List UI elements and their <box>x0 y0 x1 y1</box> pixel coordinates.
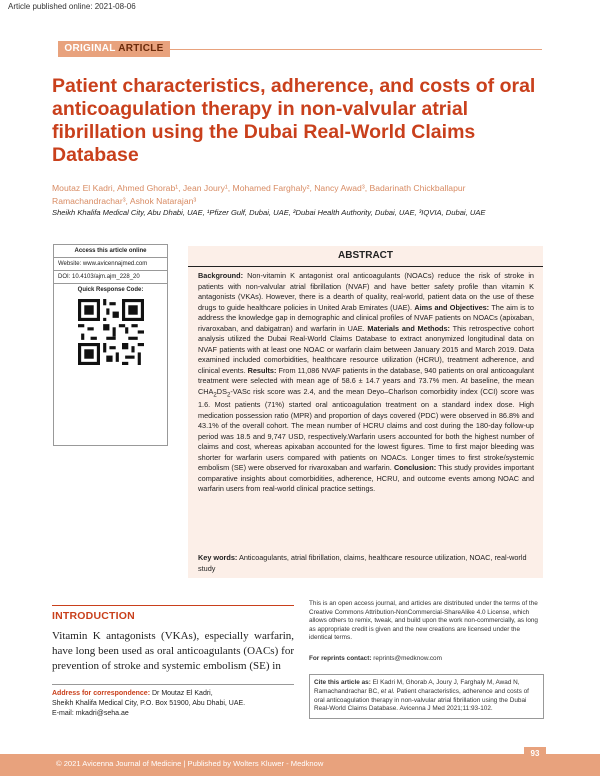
website-link[interactable]: Website: www.avicennajmed.com <box>54 258 167 271</box>
conclusion-label: Conclusion: <box>393 463 437 473</box>
article-type-badge <box>58 41 170 57</box>
correspondence <box>52 684 294 719</box>
results-text-a: From 11,086 NVAF patients in the database, 940 patients on oral anticoagulant treatment were selected with mean age of 58.6 ± 14.7 years and 73.7% men. At baseline, the mean CHA <box>198 365 535 396</box>
background-text: Non-vitamin K antagonist oral anticoagulants (NOACs) reduce the risk of stroke in patients with non-valvular atrial fibrillation (NVAF) and have better safety profile than vitamin K antagonists (VKAs). However, there is a dearth of quality, real-world, patient data on the use of these drugs to guide healthcare policies in United Arab Emirates (UAE). <box>198 271 534 312</box>
badge-word-2: ARTICLE <box>118 43 164 54</box>
reprints-email[interactable]: reprints@medknow.com <box>373 655 442 662</box>
abstract-heading: ABSTRACT <box>188 246 543 267</box>
reprints-label: For reprints contact: <box>309 655 372 662</box>
results-text-b: DS <box>216 386 227 396</box>
page-number: 93 <box>524 747 546 761</box>
access-heading: Access this article online <box>54 245 167 258</box>
cite-etal: et al. <box>380 687 395 695</box>
qr-label: Quick Response Code: <box>77 287 144 293</box>
subscript-2b: 2 <box>226 390 231 398</box>
conclusion-text: This study provides important comparative insights about comorbidities, adherence, HCRU, and outcome events among NOAC and warfarin users from real-world clinical practice settings. <box>198 463 535 494</box>
qr-code-icon <box>78 299 144 365</box>
cite-text-b: Patient characteristics, adherence and costs of oral anticoagulation therapy in non-valvular atrial fibrillation using the Dubai Real-World Claims Database. Avicenna J Med 2021;11:93-102. <box>314 687 529 713</box>
article-title: Patient characteristics, adherence, and costs of oral anticoagulation therapy in non-valvular atrial fibrillation using the Dubai Real-World Claims Database <box>52 75 536 166</box>
author-list: Moutaz El Kadri, Ahmed Ghorab¹, Jean Joury¹, Mohamed Farghaly², Nancy Awad³, Badarinath Chickballapur Ramachandrachar³, Ashok Natarajan³ <box>52 183 466 206</box>
header-rule <box>170 49 542 50</box>
correspondence-email[interactable]: E-mail: mkadri@seha.ae <box>52 710 129 717</box>
footer-text: © 2021 Avicenna Journal of Medicine | Published by Wolters Kluwer - Medknow <box>56 759 324 768</box>
subscript-2a: 2 <box>213 390 217 398</box>
keywords <box>198 553 534 574</box>
aims-label: Aims and Objectives: <box>414 302 490 312</box>
correspondence-name: Dr Moutaz El Kadri, <box>151 690 213 697</box>
affiliations: Sheikh Khalifa Medical City, Abu Dhabi, UAE, ¹Pfizer Gulf, Dubai, UAE, ²Dubai Health Authority, Dubai, UAE, ³IQVIA, Dubai, UAE <box>52 208 486 217</box>
methods-text: This retrospective cohort analysis utilized the Dubai Real-World Claims Database to extract anonymized longitudinal data on NVAF patients with at least one NOAC or warfarin claim between January 2015 and March 2019. Data examined included comorbidities, healthcare resource utilization (HCRU), treatment adherence, and clinical events. <box>198 323 534 375</box>
abstract-text <box>198 271 534 495</box>
license-text: This is an open access journal, and articles are distributed under the terms of the Creative Commons Attribution-NonCommercial-ShareAlike 4.0 License, which allows others to remix, tweak, and build upon the work non-commercially, as long as appropriate credit is given and the new creations are licensed under the identical terms. <box>309 600 538 642</box>
page-footer <box>0 754 600 776</box>
citation-box <box>309 674 544 719</box>
correspondence-label: Address for correspondence: <box>52 690 151 697</box>
background-label: Background: <box>198 271 243 280</box>
publication-date: Article published online: 2021-08-06 <box>8 2 136 11</box>
cite-label: Cite this article as: <box>314 679 371 686</box>
results-text-c: -VASc risk score was 2.4, and the mean Deyo–Charlson comorbidity index (CCI) score was 1.6. Most patients (71%) started oral anticoagulation treatment on a standard index dose. High medication possession ratio (MPR) and proportion of days covered (PDC) were observed in 86.8% and 43.1% of the overall cohort. The mean number of HCRU claims and cost during the 180-day follow-up period was 18.5 and 9,747 USD, respectively.Warfarin users accounted for both the highest number of claims and cost, whereas apixaban accounted for the lowest figures. Time to first major bleeding was shorter for warfarin users compared with patients on NOACs. Longer times to first stroke/systemic embolism (SE) were observed for rivaroxaban and warfarin. <box>198 386 534 473</box>
doi-link[interactable]: DOI: 10.4103/ajm.ajm_228_20 <box>54 271 167 284</box>
keywords-text: Anticoagulants, atrial fibrillation, claims, healthcare resource utilization, NOAC, real-world study <box>198 553 527 573</box>
reprints <box>309 655 542 662</box>
results-label: Results: <box>247 365 277 375</box>
correspondence-address: Sheikh Khalifa Medical City, P.O. Box 51900, Abu Dhabi, UAE. <box>52 700 246 707</box>
keywords-label: Key words: <box>198 553 238 562</box>
access-box <box>53 244 168 446</box>
aims-text: The aim is to address the knowledge gap in demographic and clinical profiles of NVAF patients on NOACs (apixaban, rivaroxaban, and dabigatran) and warfarin in UAE. <box>198 302 534 333</box>
introduction-heading: INTRODUCTION <box>52 605 294 622</box>
introduction-text: Vitamin K antagonists (VKAs), especially warfarin, have long been used as oral anticoagulants (OACs) for prevention of stroke and systemic embolism (SE) in <box>52 630 294 672</box>
cite-text-a: El Kadri M, Ghorab A, Joury J, Farghaly M, Awad N, Ramachandrachar BC, <box>314 679 520 695</box>
abstract-box <box>188 246 543 578</box>
methods-label: Materials and Methods: <box>367 323 450 333</box>
badge-word-1: ORIGINAL <box>64 43 116 54</box>
